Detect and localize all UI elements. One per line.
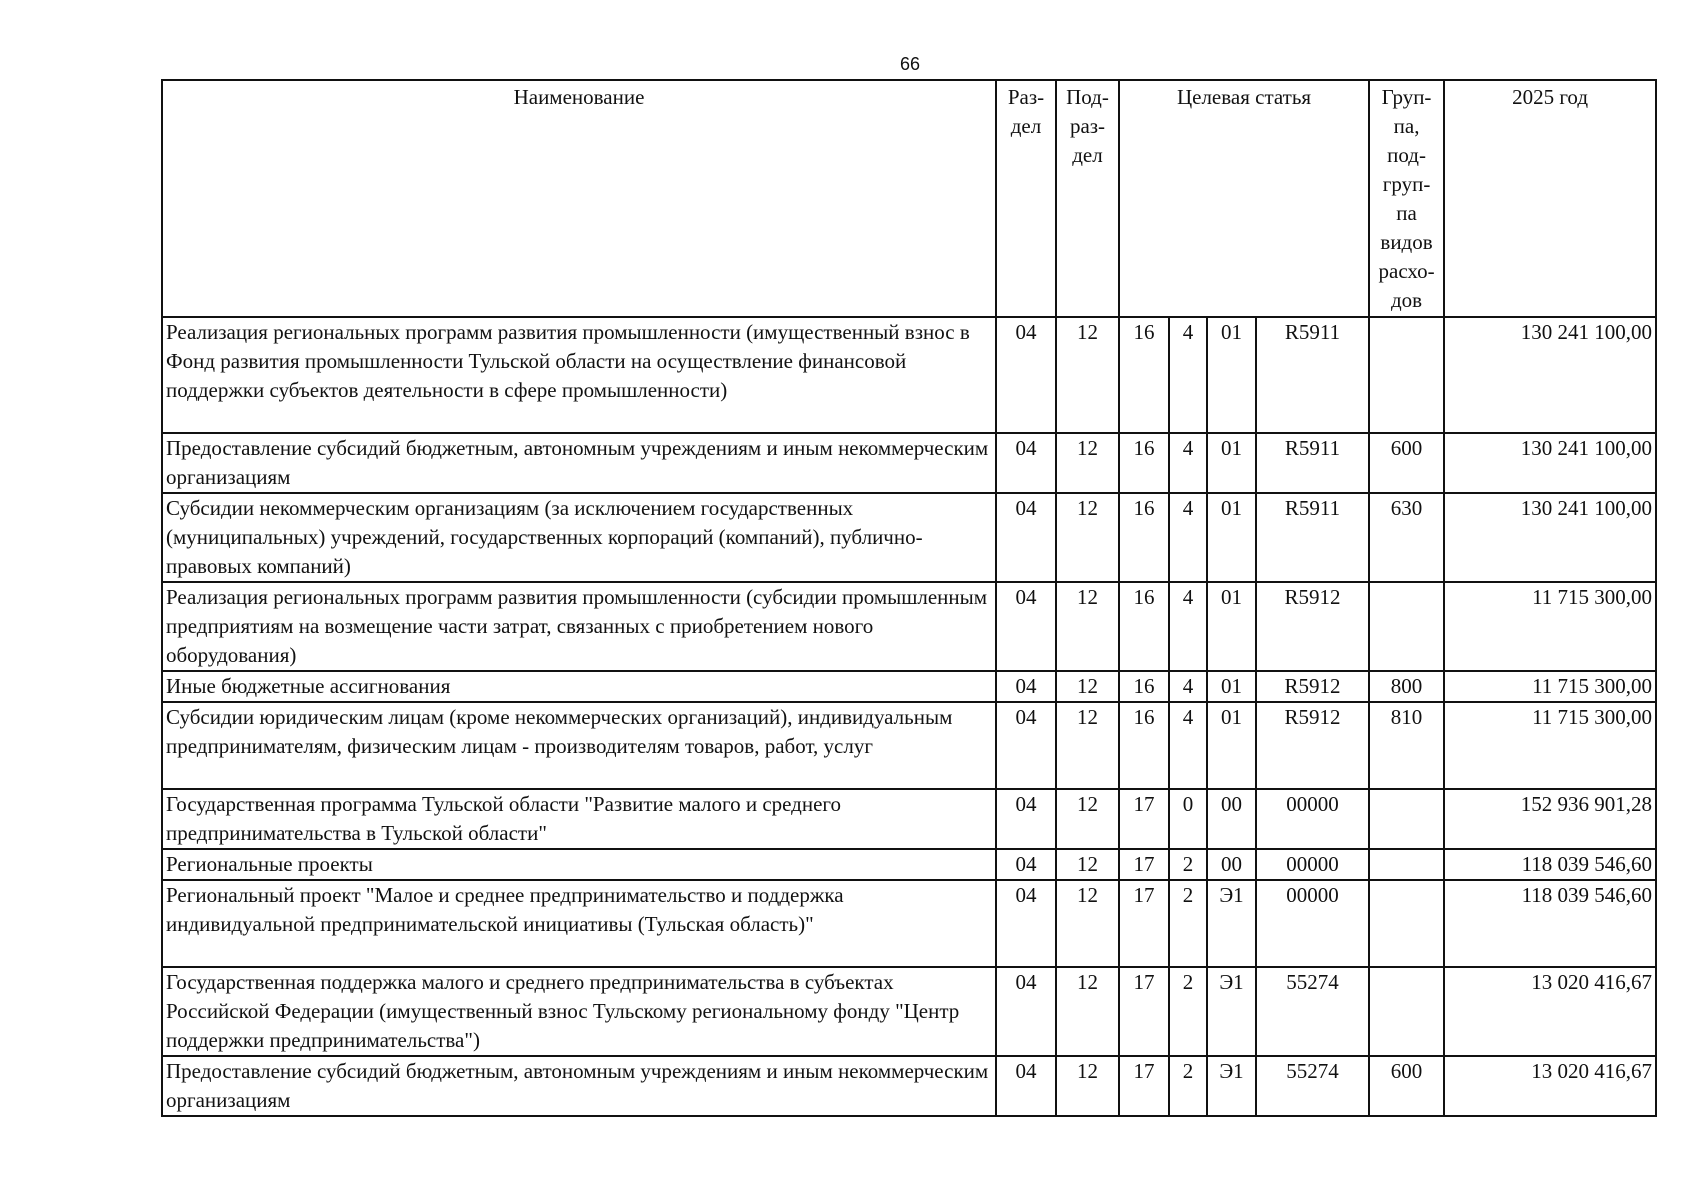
row-target-direction: 55274 [1256,967,1369,1056]
row-target-program: 16 [1119,582,1169,671]
table-row [162,671,1656,702]
row-name: Государственная программа Тульской области "Развитие малого и среднего предпринимательства в Тульской области" [162,789,996,849]
row-target-direction: R5912 [1256,671,1369,702]
table-row [162,433,1656,493]
row-target-type: 2 [1169,849,1207,880]
table-row [162,702,1656,789]
row-name: Региональные проекты [162,849,996,880]
row-name: Предоставление субсидий бюджетным, автономным учреждениям и иным некоммерческим организациям [162,433,996,493]
row-target-project: 00 [1207,789,1256,849]
row-name: Реализация региональных программ развития промышленности (имущественный взнос в Фонд развития промышленности Тульской области на осуществление финансовой поддержки субъектов деятельности в сфере промышленности) [162,317,996,433]
row-target-direction: R5912 [1256,582,1369,671]
row-name: Субсидии юридическим лицам (кроме некоммерческих организаций), индивидуальным предпринимателям, физическим лицам - производителям товаров, работ, услуг [162,702,996,789]
row-amount: 130 241 100,00 [1444,317,1656,433]
row-amount: 11 715 300,00 [1444,702,1656,789]
row-target-direction: 00000 [1256,849,1369,880]
header-row [162,80,1656,317]
row-target-program: 17 [1119,849,1169,880]
row-podrazdel: 12 [1056,880,1119,967]
row-expense-group: 810 [1369,702,1444,789]
table-row [162,967,1656,1056]
row-target-direction: 00000 [1256,789,1369,849]
row-target-direction: R5911 [1256,493,1369,582]
row-razdel: 04 [996,671,1056,702]
row-target-project: 00 [1207,849,1256,880]
row-expense-group [1369,880,1444,967]
row-razdel: 04 [996,849,1056,880]
row-amount: 11 715 300,00 [1444,582,1656,671]
row-target-project: Э1 [1207,967,1256,1056]
header-target-article: Целевая статья [1119,80,1369,317]
table-row [162,849,1656,880]
row-razdel: 04 [996,789,1056,849]
row-target-project: 01 [1207,433,1256,493]
row-target-project: 01 [1207,671,1256,702]
row-target-type: 4 [1169,671,1207,702]
row-target-program: 16 [1119,702,1169,789]
row-target-type: 2 [1169,1056,1207,1116]
row-podrazdel: 12 [1056,849,1119,880]
row-podrazdel: 12 [1056,671,1119,702]
row-expense-group [1369,967,1444,1056]
row-podrazdel: 12 [1056,1056,1119,1116]
table-row [162,880,1656,967]
row-razdel: 04 [996,317,1056,433]
row-target-type: 4 [1169,493,1207,582]
row-amount: 152 936 901,28 [1444,789,1656,849]
row-target-project: Э1 [1207,880,1256,967]
header-razdel: Раз- дел [996,80,1056,317]
row-amount: 13 020 416,67 [1444,967,1656,1056]
header-podrazdel: Под- раз- дел [1056,80,1119,317]
row-target-program: 17 [1119,789,1169,849]
row-podrazdel: 12 [1056,582,1119,671]
row-target-program: 16 [1119,493,1169,582]
row-razdel: 04 [996,1056,1056,1116]
row-target-program: 16 [1119,433,1169,493]
row-target-type: 4 [1169,702,1207,789]
row-amount: 130 241 100,00 [1444,433,1656,493]
row-razdel: 04 [996,702,1056,789]
table-row [162,493,1656,582]
row-target-program: 16 [1119,317,1169,433]
row-amount: 13 020 416,67 [1444,1056,1656,1116]
row-target-type: 2 [1169,967,1207,1056]
row-target-type: 4 [1169,317,1207,433]
row-target-type: 0 [1169,789,1207,849]
row-target-direction: R5911 [1256,433,1369,493]
row-name: Иные бюджетные ассигнования [162,671,996,702]
row-target-project: 01 [1207,702,1256,789]
row-target-direction: R5912 [1256,702,1369,789]
row-podrazdel: 12 [1056,433,1119,493]
row-target-type: 2 [1169,880,1207,967]
row-expense-group [1369,789,1444,849]
budget-table [161,79,1657,1117]
row-razdel: 04 [996,493,1056,582]
row-target-type: 4 [1169,433,1207,493]
row-razdel: 04 [996,433,1056,493]
row-target-direction: 00000 [1256,880,1369,967]
row-name: Государственная поддержка малого и среднего предпринимательства в субъектах Российской Федерации (имущественный взнос Тульскому региональному фонду "Центр поддержки предпринимательства") [162,967,996,1056]
row-podrazdel: 12 [1056,493,1119,582]
row-podrazdel: 12 [1056,702,1119,789]
row-target-project: 01 [1207,493,1256,582]
row-target-type: 4 [1169,582,1207,671]
row-podrazdel: 12 [1056,967,1119,1056]
row-expense-group: 630 [1369,493,1444,582]
row-target-project: 01 [1207,317,1256,433]
row-expense-group [1369,582,1444,671]
row-expense-group: 600 [1369,433,1444,493]
row-name: Субсидии некоммерческим организациям (за исключением государственных (муниципальных) учреждений, государственных корпораций (компаний), публично-правовых компаний) [162,493,996,582]
row-amount: 130 241 100,00 [1444,493,1656,582]
row-name: Региональный проект "Малое и среднее предпринимательство и поддержка индивидуальной предпринимательской инициативы (Тульская область)" [162,880,996,967]
row-name: Предоставление субсидий бюджетным, автономным учреждениям и иным некоммерческим организациям [162,1056,996,1116]
table-row [162,317,1656,433]
header-name: Наименование [162,80,996,317]
row-razdel: 04 [996,880,1056,967]
table-row [162,789,1656,849]
row-target-direction: R5911 [1256,317,1369,433]
row-expense-group [1369,317,1444,433]
row-razdel: 04 [996,967,1056,1056]
table-row [162,1056,1656,1116]
page-number: 66 [899,54,921,74]
row-amount: 11 715 300,00 [1444,671,1656,702]
row-name: Реализация региональных программ развития промышленности (субсидии промышленным предприятиям на возмещение части затрат, связанных с приобретением нового оборудования) [162,582,996,671]
row-target-direction: 55274 [1256,1056,1369,1116]
header-year-2025: 2025 год [1444,80,1656,317]
row-target-program: 17 [1119,880,1169,967]
row-amount: 118 039 546,60 [1444,849,1656,880]
row-expense-group: 800 [1369,671,1444,702]
table-row [162,582,1656,671]
row-target-program: 17 [1119,1056,1169,1116]
header-expense-group: Груп- па, под- груп- па видов расхо- дов [1369,80,1444,317]
row-podrazdel: 12 [1056,317,1119,433]
row-razdel: 04 [996,582,1056,671]
row-expense-group [1369,849,1444,880]
row-target-program: 16 [1119,671,1169,702]
row-amount: 118 039 546,60 [1444,880,1656,967]
row-target-program: 17 [1119,967,1169,1056]
row-target-project: Э1 [1207,1056,1256,1116]
row-expense-group: 600 [1369,1056,1444,1116]
row-podrazdel: 12 [1056,789,1119,849]
row-target-project: 01 [1207,582,1256,671]
